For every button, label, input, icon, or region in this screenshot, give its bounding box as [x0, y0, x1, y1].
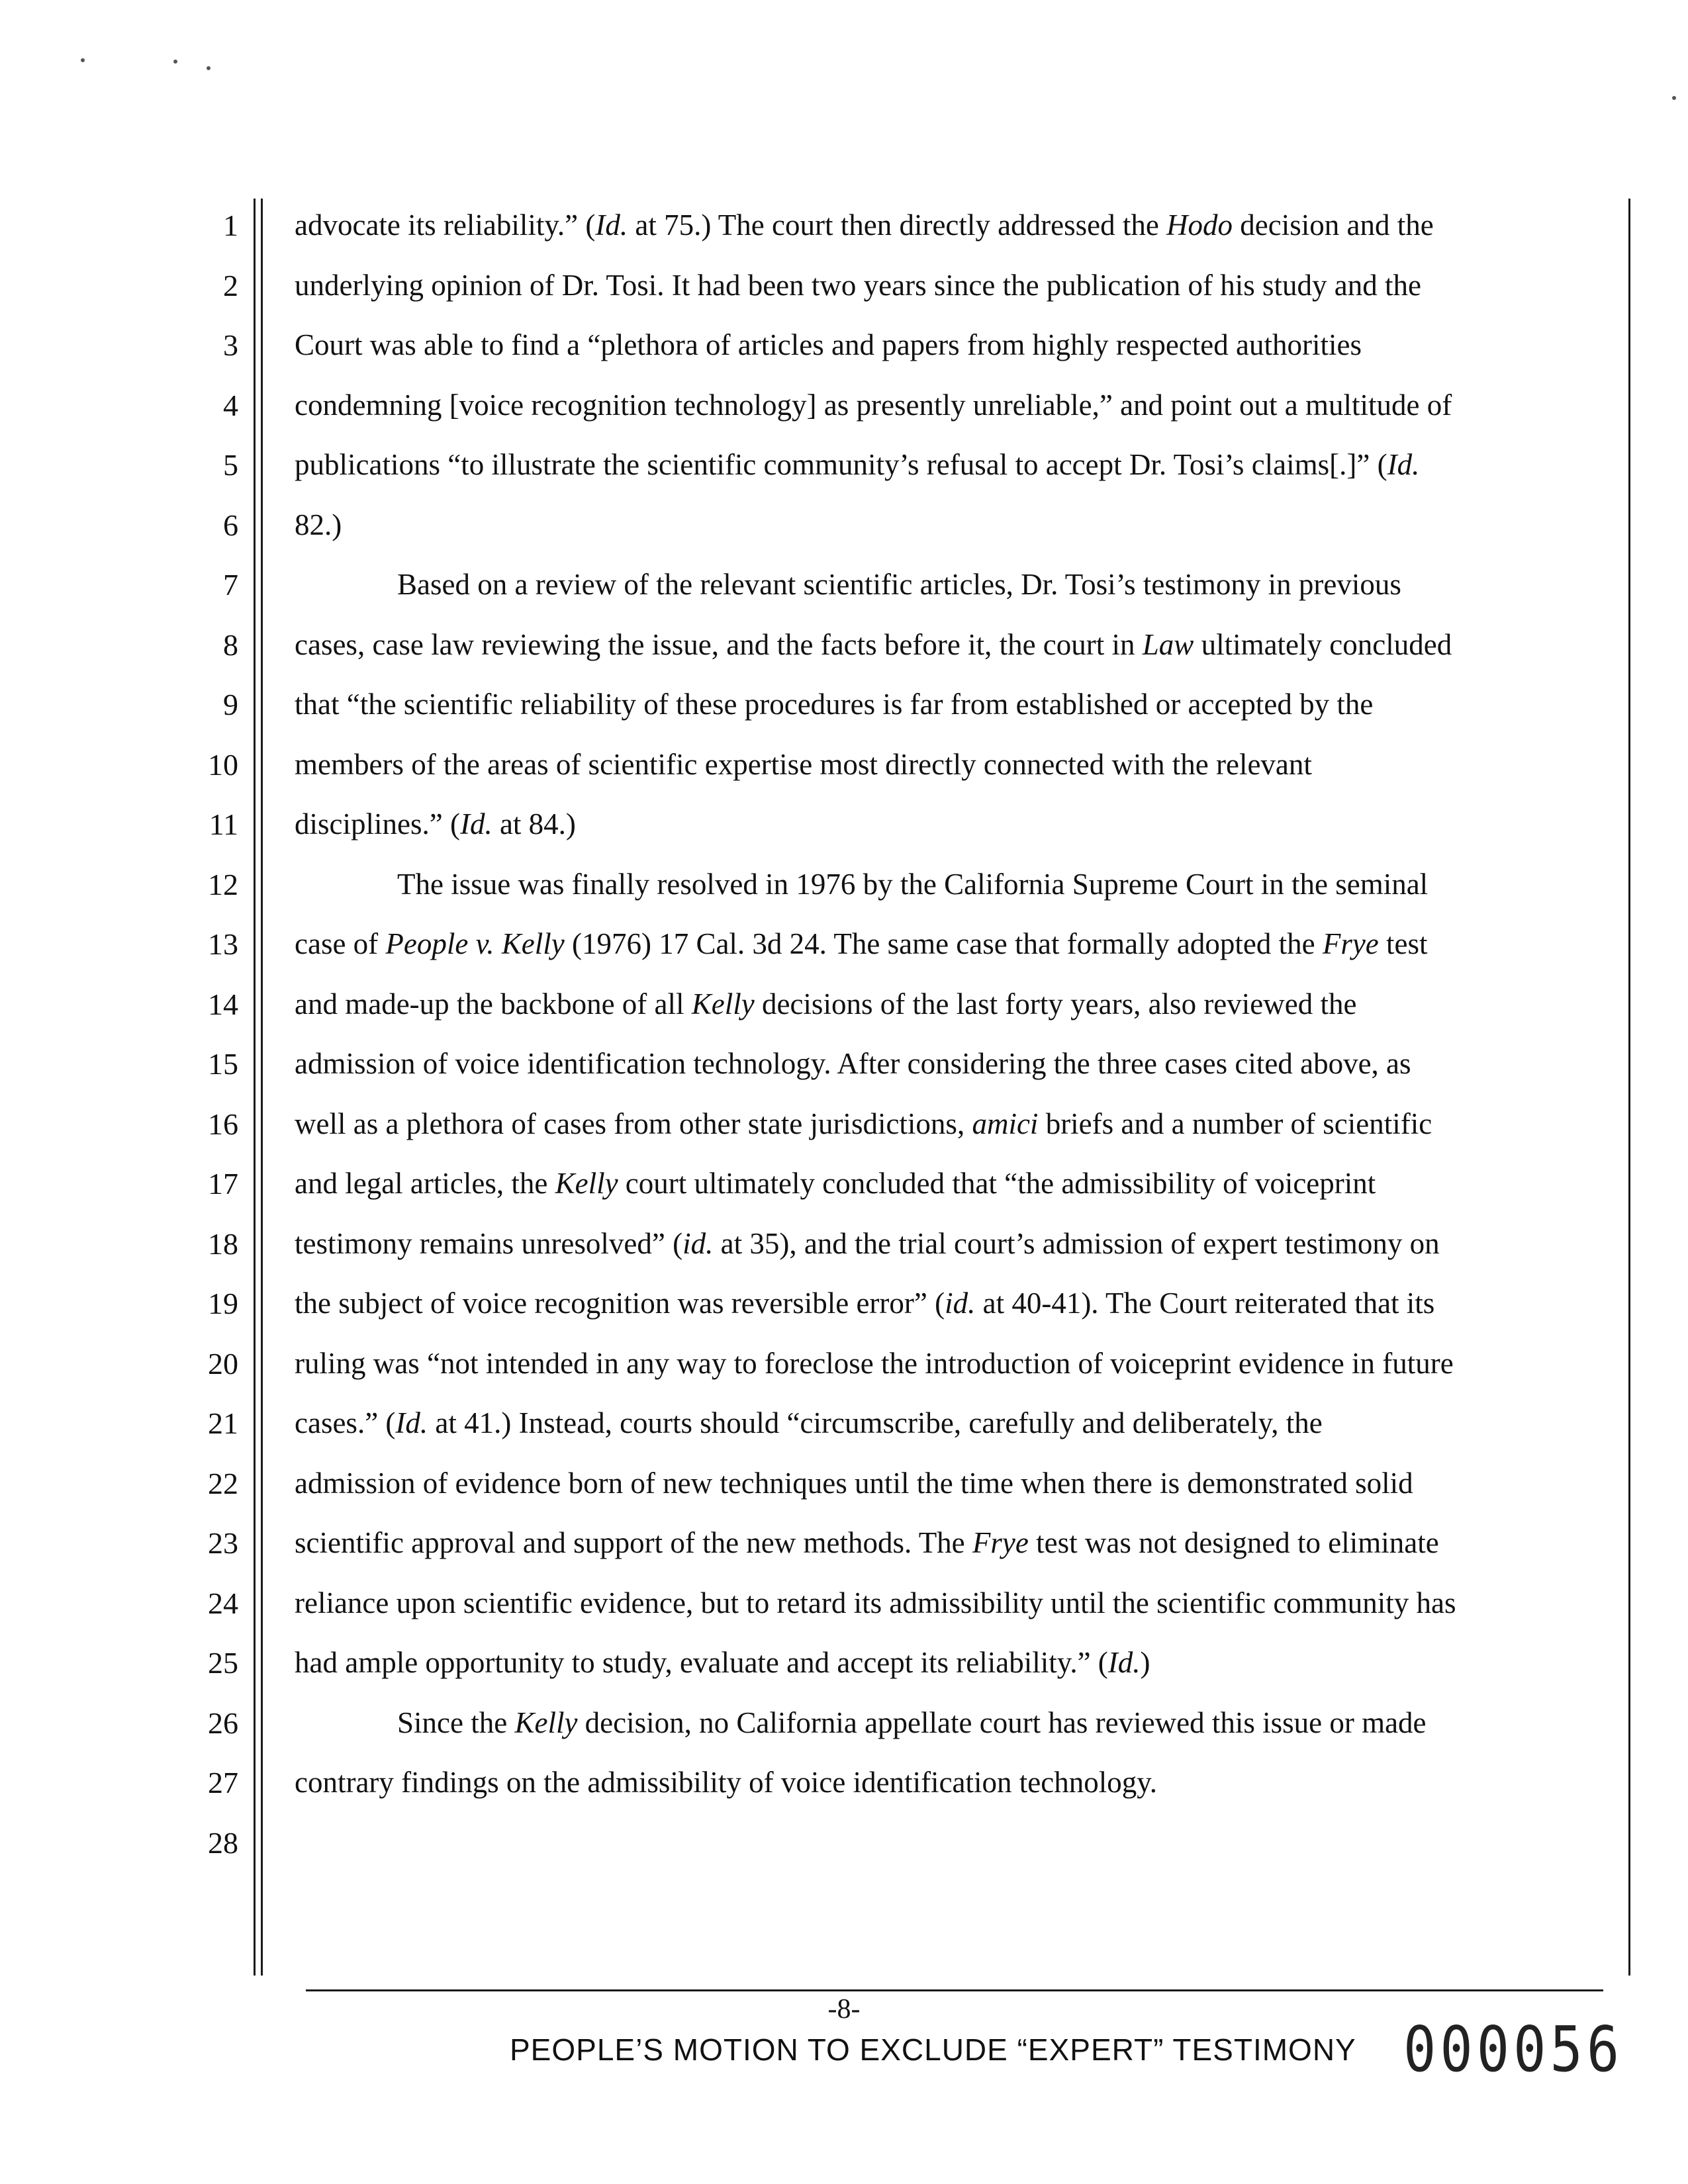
text-line — [295, 1289, 1589, 1318]
text-line — [295, 690, 1589, 719]
text-run: ultimately concluded — [1194, 627, 1452, 661]
line-number: 17 — [208, 1167, 238, 1201]
line-number: 9 — [223, 688, 238, 721]
left-margin-rule-outer — [254, 199, 256, 1976]
text-run: testimony remains unresolved” ( — [295, 1226, 683, 1260]
line-number: 20 — [208, 1346, 238, 1381]
line-number: 19 — [208, 1287, 238, 1320]
text-run: at 40-41). The Court reiterated that its — [975, 1287, 1435, 1320]
text-run: Court was able to find a “plethora of articles and papers from highly respected authorities — [295, 328, 1362, 361]
text-run: decision, no California appellate court has reviewed this issue or made — [577, 1706, 1427, 1739]
text-run: briefs and a number of scientific — [1038, 1107, 1432, 1140]
text-line — [295, 1226, 1589, 1260]
footer-rule — [306, 1989, 1603, 1991]
text-run: and made-up the backbone of all — [295, 987, 692, 1021]
bates-stamp: 000056 — [1403, 2013, 1624, 2087]
text-line — [295, 268, 1589, 302]
text-line — [295, 210, 1589, 240]
page-number: -8- — [827, 1994, 861, 2025]
text-run: and legal articles, the — [295, 1167, 555, 1200]
text-run: members of the areas of scientific expertise most directly connected with the relevant — [295, 747, 1312, 781]
italic-citation: Kelly — [691, 987, 755, 1021]
text-line — [295, 1588, 1589, 1618]
text-line — [295, 1408, 1589, 1438]
text-run: underlying opinion of Dr. Tosi. It had been two years since the publication of his study and the — [295, 268, 1421, 302]
text-run: The issue was finally resolved in 1976 by the California Supreme Court in the seminal — [397, 867, 1429, 901]
text-line — [397, 570, 1589, 600]
text-run: advocate its reliability.” ( — [295, 208, 596, 242]
line-number: 13 — [208, 927, 238, 961]
scan-speck — [173, 60, 177, 64]
line-number: 25 — [208, 1646, 238, 1680]
left-margin-rule-inner — [261, 199, 263, 1976]
text-run: cases.” ( — [295, 1406, 396, 1439]
scan-speck — [1672, 96, 1676, 100]
line-number: 24 — [208, 1586, 238, 1620]
text-run: publications “to illustrate the scientific community’s refusal to accept Dr. Tosi’s claims[.]” ( — [295, 448, 1387, 481]
line-number: 22 — [208, 1466, 238, 1500]
text-run: Since the — [397, 1706, 515, 1739]
text-line — [295, 929, 1589, 959]
text-run: admission of evidence born of new techniques until the time when there is demonstrated solid — [295, 1466, 1413, 1500]
italic-citation: Id. — [395, 1406, 428, 1439]
italic-citation: id. — [945, 1287, 976, 1320]
line-number: 16 — [208, 1107, 238, 1141]
italic-citation: Id. — [1387, 448, 1420, 481]
text-line — [295, 809, 1589, 839]
text-run: at 41.) Instead, courts should “circumscribe, carefully and deliberately, the — [428, 1406, 1323, 1439]
text-line — [295, 1346, 1589, 1380]
text-run: admission of voice identification technology. After considering the three cases cited above, as — [295, 1047, 1411, 1080]
text-run: (1976) 17 Cal. 3d 24. The same case that formally adopted the — [564, 927, 1323, 960]
line-number: 23 — [208, 1526, 238, 1560]
text-line — [295, 510, 1589, 540]
italic-citation: id. — [682, 1226, 714, 1260]
text-line — [295, 1648, 1589, 1678]
line-number: 6 — [223, 508, 238, 542]
line-number: 4 — [223, 388, 238, 422]
text-run: test — [1378, 927, 1428, 960]
italic-citation: Frye — [972, 1526, 1029, 1559]
text-run: ) — [1140, 1646, 1150, 1679]
line-number: 5 — [223, 448, 238, 482]
text-run: condemning [voice recognition technology] as presently unreliable,” and point out a multitude of — [295, 388, 1452, 422]
italic-citation: People v. Kelly — [385, 927, 565, 960]
line-number: 28 — [208, 1825, 238, 1860]
line-number: 21 — [208, 1406, 238, 1440]
italic-citation: Kelly — [514, 1706, 578, 1739]
italic-citation: Frye — [1322, 927, 1379, 960]
text-run: contrary findings on the admissibility of voice identification technology. — [295, 1766, 1158, 1799]
italic-citation: amici — [972, 1107, 1039, 1140]
text-line — [295, 1466, 1589, 1500]
text-line — [295, 747, 1589, 781]
line-number: 18 — [208, 1226, 238, 1261]
text-run: disciplines.” ( — [295, 807, 460, 841]
scan-speck — [81, 58, 85, 62]
text-run: ruling was “not intended in any way to foreclose the introduction of voiceprint evidence in future — [295, 1346, 1454, 1380]
line-number: 15 — [208, 1047, 238, 1081]
text-run: at 75.) The court then directly addressed the — [628, 208, 1167, 242]
scan-speck — [207, 66, 211, 70]
text-run: had ample opportunity to study, evaluate and accept its reliability.” ( — [295, 1646, 1108, 1679]
text-line — [295, 1528, 1589, 1558]
text-line — [397, 1708, 1589, 1738]
text-line — [295, 1109, 1589, 1139]
line-number: 12 — [208, 867, 238, 901]
document-title-footer: PEOPLE’S MOTION TO EXCLUDE “EXPERT” TESTIMONY — [510, 2032, 1356, 2067]
italic-citation: Id. — [459, 807, 492, 841]
line-number: 10 — [208, 747, 238, 782]
line-number: 1 — [223, 208, 238, 242]
text-run: well as a plethora of cases from other state jurisdictions, — [295, 1107, 972, 1140]
text-line — [295, 450, 1589, 480]
text-run: court ultimately concluded that “the admissibility of voiceprint — [618, 1167, 1376, 1200]
right-margin-rule — [1628, 199, 1630, 1976]
text-run: at 35), and the trial court’s admission of expert testimony on — [713, 1226, 1440, 1260]
text-run: at 84.) — [492, 807, 576, 841]
line-number: 14 — [208, 987, 238, 1021]
text-line — [295, 1169, 1589, 1199]
text-line — [295, 1768, 1589, 1797]
text-run: Based on a review of the relevant scientific articles, Dr. Tosi’s testimony in previous — [397, 568, 1401, 601]
italic-citation: Hodo — [1166, 208, 1233, 242]
line-number: 2 — [223, 268, 238, 302]
line-number: 27 — [208, 1766, 238, 1799]
line-number: 7 — [223, 568, 238, 602]
text-line — [295, 989, 1589, 1019]
text-line — [295, 330, 1589, 360]
text-run: decision and the — [1233, 208, 1434, 242]
line-number: 26 — [208, 1706, 238, 1740]
line-number: 8 — [223, 627, 238, 662]
text-run: that “the scientific reliability of these procedures is far from established or accepted by the — [295, 688, 1374, 721]
text-line — [295, 627, 1589, 661]
text-run: decisions of the last forty years, also reviewed the — [754, 987, 1357, 1021]
line-number: 3 — [223, 328, 238, 362]
text-line — [295, 390, 1589, 420]
italic-citation: Kelly — [555, 1167, 618, 1200]
text-run: reliance upon scientific evidence, but to retard its admissibility until the scientific community has — [295, 1586, 1456, 1619]
text-run: cases, case law reviewing the issue, and the facts before it, the court in — [295, 627, 1143, 661]
text-line — [295, 1049, 1589, 1079]
text-run: test was not designed to eliminate — [1028, 1526, 1439, 1559]
italic-citation: Id. — [1107, 1646, 1141, 1679]
text-line — [397, 867, 1589, 901]
line-number: 11 — [209, 807, 238, 841]
text-run: case of — [295, 927, 386, 960]
italic-citation: Id. — [595, 208, 628, 242]
italic-citation: Law — [1142, 627, 1194, 661]
text-run: scientific approval and support of the new methods. The — [295, 1526, 972, 1559]
text-run: 82.) — [295, 508, 342, 541]
text-run: the subject of voice recognition was reversible error” ( — [295, 1287, 945, 1320]
